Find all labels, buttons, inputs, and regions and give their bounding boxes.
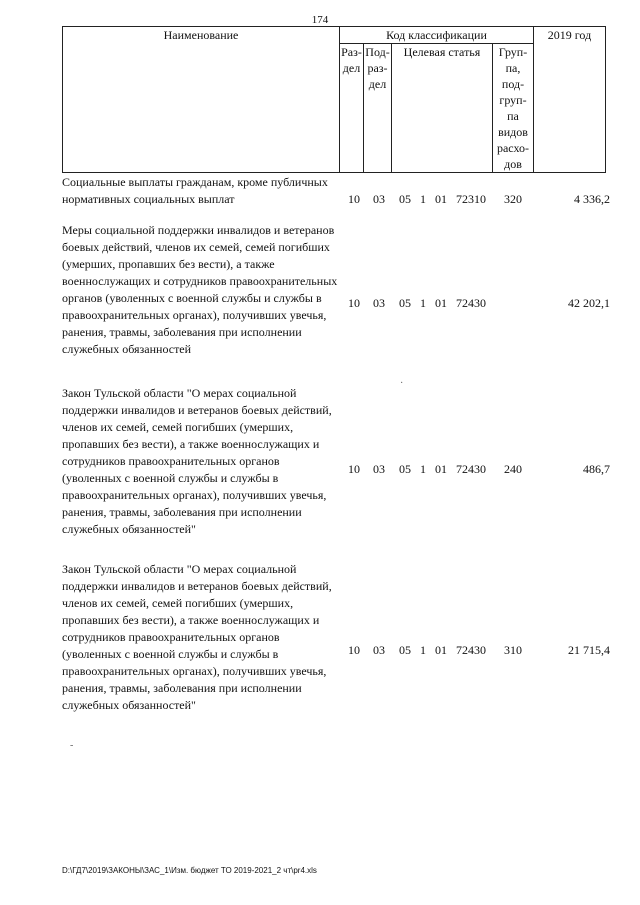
row-name: Социальные выплаты гражданам, кроме публичных нормативных социальных выплат	[62, 175, 328, 206]
header-podrazdel: Под- раз- дел	[364, 44, 392, 173]
row-amount: 4 336,2	[574, 192, 610, 206]
row-amount: 42 202,1	[568, 296, 610, 310]
header-code-group: Код классификации	[340, 27, 534, 44]
row-target-3: 01	[435, 296, 447, 310]
row-target-4: 72430	[456, 296, 486, 310]
row-group: 320	[504, 192, 522, 206]
row-group: 310	[504, 643, 522, 657]
row-razdel: 10	[348, 192, 360, 206]
classification-header-table	[62, 26, 606, 173]
row-target-4: 72430	[456, 643, 486, 657]
row-podrazdel: 03	[373, 643, 385, 657]
header-name: Наименование	[63, 27, 340, 173]
row-target-2: 1	[420, 192, 426, 206]
row-target-3: 01	[435, 643, 447, 657]
row-amount: 486,7	[583, 462, 610, 476]
row-name: Закон Тульской области "О мерах социальной поддержки инвалидов и ветеранов боевых действий, членов их семей, семей погибших (умерших, пропавших без вести), а также военнослужащих и сотрудников правоохранительных органов (уволенных с военной службы и службы в правоохранительных органах), получивших увечья, ранения, травмы, заболевания при исполнении служебных обязанностей"	[62, 562, 332, 712]
scan-speck: -	[70, 740, 74, 751]
row-target-3: 01	[435, 192, 447, 206]
row-razdel: 10	[348, 643, 360, 657]
scan-speck: ·	[400, 378, 404, 389]
row-amount: 21 715,4	[568, 643, 610, 657]
header-year: 2019 год	[534, 27, 606, 173]
header-target: Целевая статья	[392, 44, 493, 173]
row-target-2: 1	[420, 296, 426, 310]
row-podrazdel: 03	[373, 462, 385, 476]
row-podrazdel: 03	[373, 296, 385, 310]
row-group: 240	[504, 462, 522, 476]
row-razdel: 10	[348, 296, 360, 310]
row-target-1: 05	[399, 462, 411, 476]
footer-file-path: D:\ГД7\2019\ЗАКОНЫ\ЗАС_1\Изм. бюджет ТО 2019-2021_2 чт\pr4.xls	[62, 866, 317, 875]
row-target-4: 72310	[456, 192, 486, 206]
row-target-1: 05	[399, 296, 411, 310]
row-podrazdel: 03	[373, 192, 385, 206]
header-razdel: Раз- дел	[340, 44, 364, 173]
row-name: Закон Тульской области "О мерах социальной поддержки инвалидов и ветеранов боевых действий, членов их семей, семей погибших (умерших, пропавших без вести), а также военнослужащих и сотрудников правоохранительных органов (уволенных с военной службы и службы в правоохранительных органах), получивших увечья, ранения, травмы, заболевания при исполнении служебных обязанностей"	[62, 386, 332, 536]
page-number: 174	[311, 14, 329, 26]
row-target-1: 05	[399, 643, 411, 657]
row-target-3: 01	[435, 462, 447, 476]
row-razdel: 10	[348, 462, 360, 476]
row-target-1: 05	[399, 192, 411, 206]
row-name: Меры социальной поддержки инвалидов и ветеранов боевых действий, членов их семей, семей погибших (умерших, пропавших без вести), а также военнослужащих и сотрудников правоохранительных органов (уволенных с военной службы и службы в правоохранительных органах), получивших увечья, ранения, травмы, заболевания при исполнении служебных обязанностей	[62, 223, 338, 356]
header-group: Груп- па, под- груп- па видов расхо- дов	[493, 44, 534, 173]
row-target-2: 1	[420, 643, 426, 657]
row-target-4: 72430	[456, 462, 486, 476]
row-target-2: 1	[420, 462, 426, 476]
